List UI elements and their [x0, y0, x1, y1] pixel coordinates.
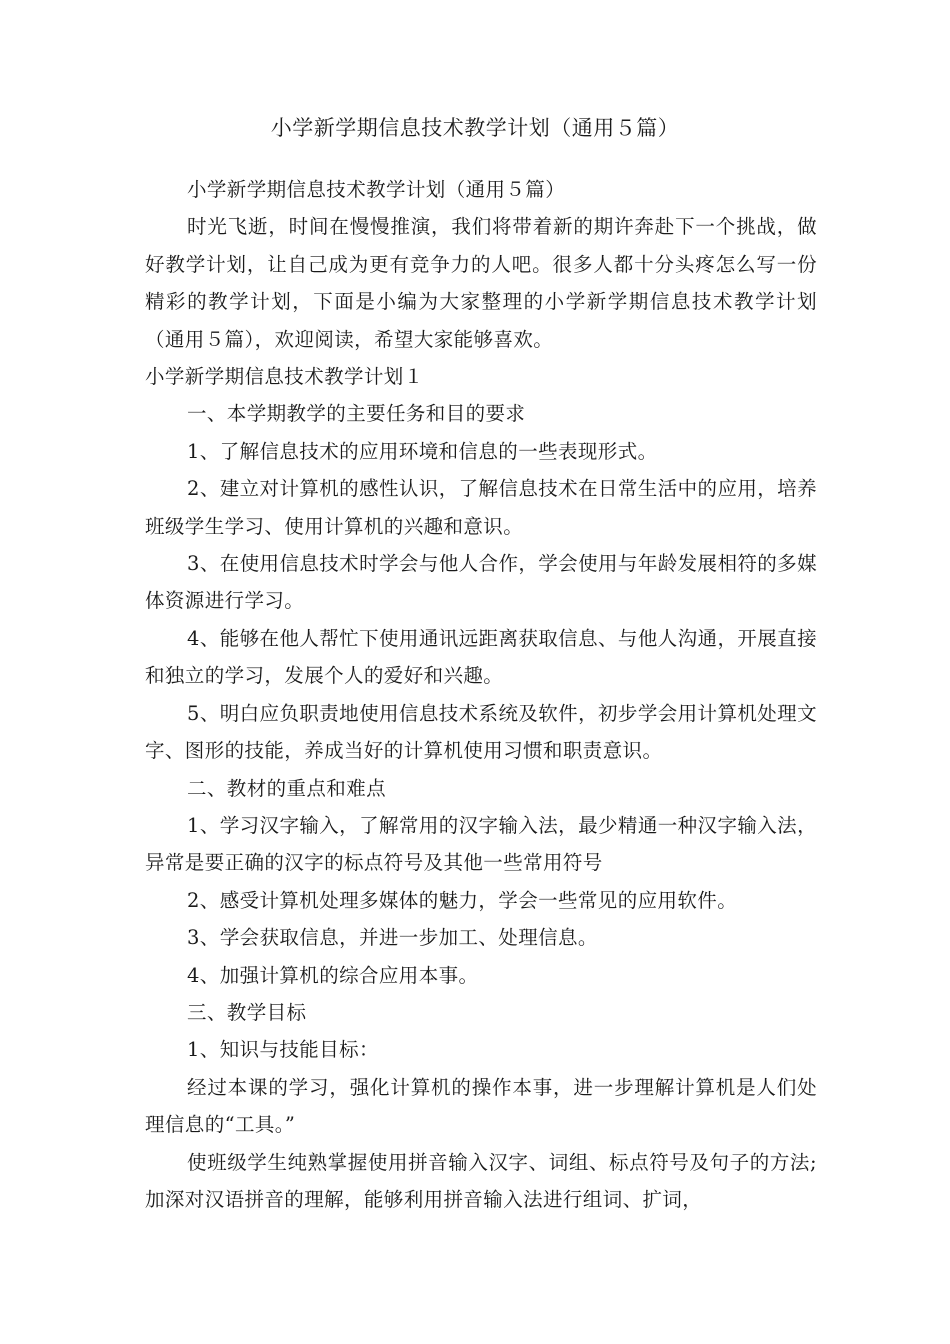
body-paragraph: 时光飞逝，时间在慢慢推演，我们将带着新的期许奔赴下一个挑战，做好教学计划，让自己成为更有竞争力的人吧。很多人都十分头疼怎么写一份精彩的教学计划，下面是小编为大家整理的小学新学期信息技术教学计划（通用５篇），欢迎阅读，希望大家能够喜欢。 — [145, 215, 817, 351]
body-paragraph: 4、加强计算机的综合应用本事。 — [187, 963, 479, 987]
document-title: 小学新学期信息技术教学计划（通用５篇） — [270, 116, 680, 140]
body-paragraph: 使班级学生纯熟掌握使用拼音输入汉字、词组、标点符号及句子的方法;加深对汉语拼音的理解，能够利用拼音输入法进行组词、扩词， — [145, 1150, 817, 1211]
body-paragraph: 2、感受计算机处理多媒体的魅力，学会一些常见的应用软件。 — [187, 888, 738, 912]
body-paragraph: 3、在使用信息技术时学会与他人合作，学会使用与年龄发展相符的多媒体资源进行学习。 — [145, 552, 817, 613]
body-paragraph: 一、本学期教学的主要任务和目的要求 — [187, 402, 526, 426]
body-paragraph: 4、能够在他人帮忙下使用通讯远距离获取信息、与他人沟通，开展直接和独立的学习，发展个人的爱好和兴趣。 — [145, 626, 817, 688]
body-paragraph: 三、教学目标 — [187, 1000, 307, 1024]
document-body — [145, 171, 817, 1218]
body-paragraph: 2、建立对计算机的感性认识，了解信息技术在日常生活中的应用，培养班级学生学习、使用计算机的兴趣和意识。 — [145, 477, 817, 538]
body-paragraph: 二、教材的重点和难点 — [187, 776, 387, 800]
body-paragraph: 1、知识与技能目标： — [187, 1038, 379, 1062]
body-paragraph: 1、学习汉字输入，了解常用的汉字输入法，最少精通一种汉字输入法，异常是要正确的汉字的标点符号及其他一些常用符号 — [145, 813, 817, 875]
body-paragraph: 小学新学期信息技术教学计划（通用５篇） — [187, 178, 566, 201]
section-heading: 小学新学期信息技术教学计划１ — [145, 365, 424, 389]
body-paragraph: 经过本课的学习，强化计算机的操作本事，进一步理解计算机是人们处理信息的“工具。” — [145, 1075, 817, 1137]
body-paragraph: 3、学会获取信息，并进一步加工、处理信息。 — [187, 926, 598, 950]
body-paragraph: 1、了解信息技术的应用环境和信息的一些表现形式。 — [187, 439, 658, 463]
body-paragraph: 5、明白应负职责地使用信息技术系统及软件，初步学会用计算机处理文字、图形的技能，养成当好的计算机使用习惯和职责意识。 — [145, 701, 817, 763]
